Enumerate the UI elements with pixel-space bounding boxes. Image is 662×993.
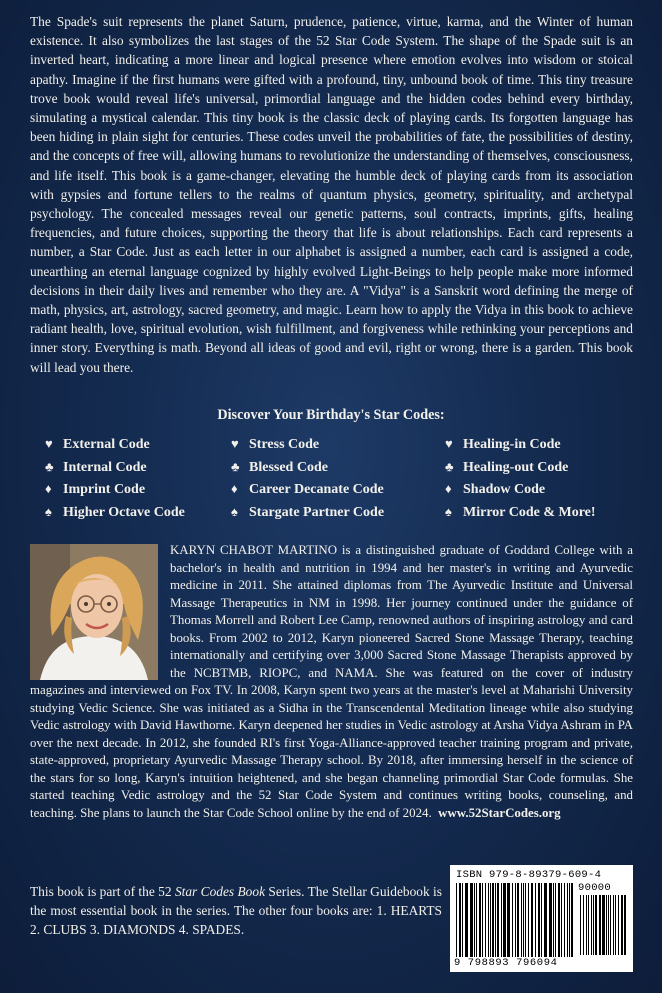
star-code-label: Healing-out Code bbox=[463, 459, 569, 475]
website-link[interactable]: www.52StarCodes.org bbox=[438, 805, 561, 820]
heart-icon: ♥ bbox=[45, 436, 53, 451]
author-bio bbox=[30, 542, 633, 822]
series-note-before: This book is part of the 52 bbox=[30, 884, 175, 899]
star-code-label: Career Decanate Code bbox=[249, 482, 384, 497]
star-code-label: Imprint Code bbox=[63, 482, 146, 497]
diamond-icon: ♦ bbox=[231, 481, 238, 496]
club-icon: ♣ bbox=[231, 458, 240, 474]
star-code-label: Healing-in Code bbox=[463, 437, 561, 452]
star-code-item bbox=[445, 434, 645, 455]
club-icon: ♣ bbox=[445, 458, 454, 474]
series-name: Star Codes Book bbox=[174, 884, 266, 899]
star-code-label: Higher Octave Code bbox=[63, 504, 185, 520]
star-code-item bbox=[45, 479, 231, 500]
barcode-bars bbox=[456, 883, 574, 957]
star-code-item bbox=[445, 479, 645, 500]
isbn-label: ISBN 979-8-89379-609-4 bbox=[456, 869, 602, 881]
barcode-addon-bars bbox=[580, 895, 628, 955]
star-code-item bbox=[231, 434, 445, 455]
star-code-item bbox=[45, 502, 231, 523]
star-code-label: Blessed Code bbox=[249, 459, 328, 475]
star-code-label: Mirror Code & More! bbox=[463, 504, 596, 520]
star-code-item bbox=[231, 457, 445, 478]
star-code-item bbox=[45, 434, 231, 455]
ean-number: 9 798893 796094 bbox=[454, 957, 558, 969]
star-code-item bbox=[231, 479, 445, 500]
club-icon: ♣ bbox=[45, 458, 54, 474]
barcode-addon-number: 90000 bbox=[578, 882, 612, 894]
spade-icon: ♠ bbox=[45, 503, 52, 519]
isbn-barcode bbox=[450, 865, 633, 972]
star-code-label: Shadow Code bbox=[463, 482, 546, 497]
star-code-label: Stargate Partner Code bbox=[249, 504, 385, 520]
spade-icon: ♠ bbox=[445, 503, 452, 519]
series-note bbox=[30, 882, 442, 939]
diamond-icon: ♦ bbox=[445, 481, 452, 496]
star-code-label: External Code bbox=[63, 437, 150, 452]
author-bio-text: KARYN CHABOT MARTINO is a distinguished graduate of Goddard College with a bachelor's in health and nutrition in 1994 and her master's in writing and Ayurvedic medicine in 2011. She attained diplomas from The Ayurvedic Institute and Universal Massage Therapeutics in NM in 1998. Her journey continued under the guidance of Thomas Morrell and Robert Lee Camp, renowned authors of inspiring astrology and card books. From 2002 to 2012, Karyn pioneered Sacred Stone Massage Therapy, teaching internationally and certifying over 3,000 Sacred Stone Massage Therapists approved by the NCBTMB, RIOPC, and NAMA. She was featured on the cover of industry magazines and interviewed on Fox TV. In 2008, Karyn spent two years at the master's level at Maharishi University studying Vedic Science. She was initiated as a Sidha in the Transcendental Meditation lineage while also studying Vedic astrology with David Hawthorne. Karyn deepened her studies in Vedic astrology at Arsha Vidya Ashram in PA over the next decade. In 2012, she founded RI's first Yoga-Alliance-approved teacher training program and private, state-approved, proprietary Ayurvedic Massage Therapy school. By 2018, after immersing herself in the science of the stars for so long, Karyn's intuition heightened, and she began channeling primordial Star Code formulas. She started teaching Vedic astrology and the 52 Star Code System and continues writing books, counseling, and teaching. She plans to launch the Star Code School online by the end of 2024. bbox=[30, 543, 633, 820]
cover-blurb: The Spade's suit represents the planet Saturn, prudence, patience, virtue, karma, and the Winter of human existence. It also symbolizes the last stages of the 52 Star Code System. The shape of the Spade suit is an inverted heart, indicating a more linear and logical presence where emotion evolves into wisdom or stoical apathy. Imagine if the first humans were gifted with a profound, tiny, unbound book of time. This tiny treasure trove book would reveal life's universal, primordial language and the hidden codes behind every birthday, simulating a mystical calendar. This tiny book is the classic deck of playing cards. Its forgotten language has been hiding in plain sight for centuries. These codes unveil the probabilities of fate, the possibilities of destiny, and the concepts of free will, allowing humans to revolutionize the understanding of themselves, consciousness, and life itself. This book is a game-changer, elevating the humble deck of playing cards from its association with gypsies and fortune tellers to the realms of quantum physics, geometry, spirituality, and archetypal psychology. The concealed messages reveal our genetic patterns, soul contracts, imprints, gifts, healing frequencies, and future choices, supporting the theory that life is about relationships. Each card represents a number, a Star Code. Just as each letter in our alphabet is assigned a number, each card is assigned a code, unearthing an eternal language cognized by highly evolved Light-Beings to help people make more informed decisions in their daily lives and remember who they are. A "Vidya" is a Sanskrit word defining the merge of math, physics, art, astrology, sacred geometry, and magic. Learn how to apply the Vidya in this book to achieve radiant health, love, spiritual evolution, wish fulfillment, and forgiveness while rethinking your perceptions and inner story. Everything is math. Beyond all ideas of good and evil, right or wrong, there is a garden. This book will lead you there. bbox=[30, 14, 633, 375]
star-code-label: Internal Code bbox=[63, 459, 147, 475]
spade-icon: ♠ bbox=[231, 503, 238, 519]
heart-icon: ♥ bbox=[445, 436, 453, 451]
star-code-item bbox=[445, 457, 645, 478]
diamond-icon: ♦ bbox=[45, 481, 52, 496]
star-code-item bbox=[231, 502, 445, 523]
star-code-item bbox=[445, 502, 645, 523]
star-codes-list bbox=[45, 434, 645, 522]
star-codes-heading: Discover Your Birthday's Star Codes: bbox=[217, 407, 445, 423]
star-code-label: Stress Code bbox=[249, 437, 320, 452]
heart-icon: ♥ bbox=[231, 436, 239, 451]
star-code-item bbox=[45, 457, 231, 478]
series-note-after: Series. The Stellar Guidebook is the most essential book in the series. The other four books are: 1. HEARTS 2. CLUBS 3. DIAMONDS 4. SPADES. bbox=[30, 884, 442, 937]
